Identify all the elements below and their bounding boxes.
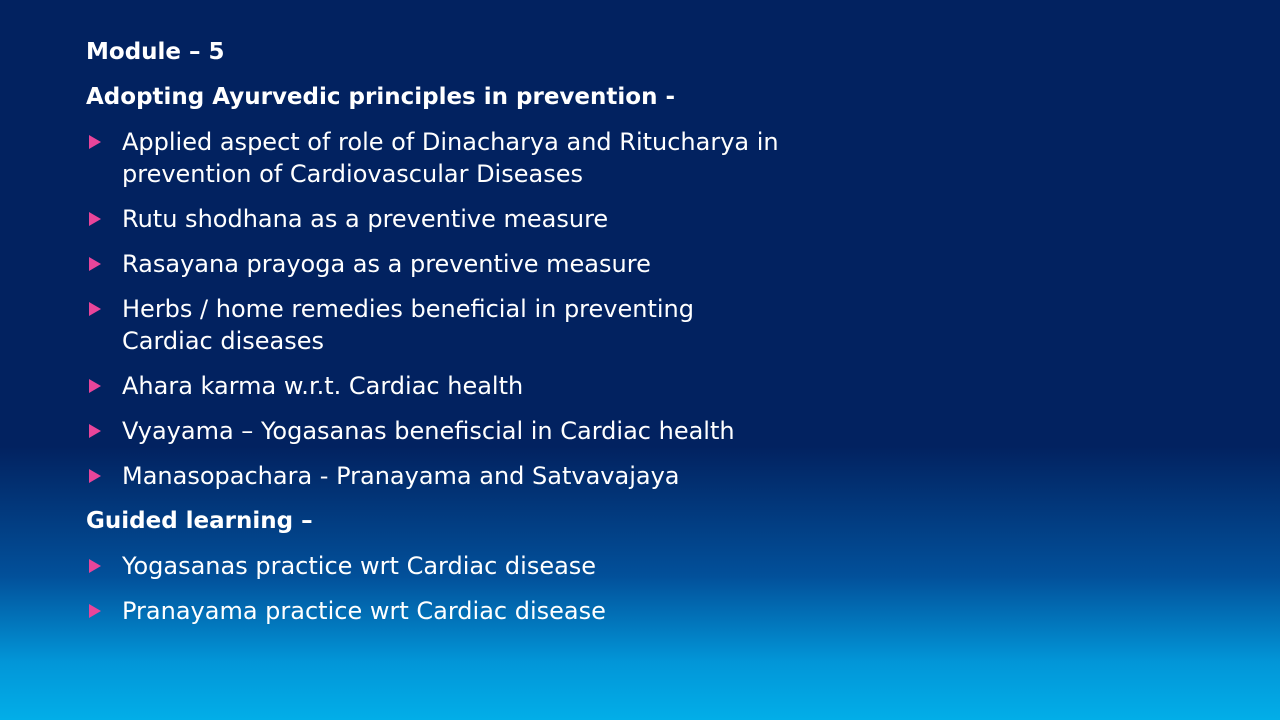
triangle-bullet-icon	[89, 135, 101, 149]
list-item	[86, 293, 786, 357]
module-title: Module – 5	[86, 39, 225, 65]
triangle-bullet-icon	[89, 559, 101, 573]
list-item	[86, 370, 786, 402]
list-item	[86, 550, 786, 582]
list-item-text: Applied aspect of role of Dinacharya and Ritucharya in prevention of Cardiovascular Diseases	[122, 128, 779, 188]
list-item	[86, 203, 786, 235]
slide-content	[86, 36, 786, 640]
triangle-bullet-icon	[89, 604, 101, 618]
list-item	[86, 595, 786, 627]
list-item	[86, 415, 786, 447]
list-item-text: Vyayama – Yogasanas benefiscial in Cardiac health	[122, 417, 735, 445]
triangle-bullet-icon	[89, 379, 101, 393]
list-item-text: Pranayama practice wrt Cardiac disease	[122, 597, 606, 625]
list-item-text: Manasopachara - Pranayama and Satvavajaya	[122, 462, 680, 490]
list-item	[86, 126, 786, 190]
list-item-text: Rutu shodhana as a preventive measure	[122, 205, 609, 233]
list-item	[86, 460, 786, 492]
triangle-bullet-icon	[89, 302, 101, 316]
section-heading-guided-learning: Guided learning –	[86, 508, 313, 534]
triangle-bullet-icon	[89, 424, 101, 438]
list-item-text: Rasayana prayoga as a preventive measure	[122, 250, 651, 278]
list-item-text: Yogasanas practice wrt Cardiac disease	[122, 552, 597, 580]
list-item-text: Herbs / home remedies beneficial in preventing Cardiac diseases	[122, 295, 694, 355]
list-item-text: Ahara karma w.r.t. Cardiac health	[122, 372, 524, 400]
list-item	[86, 248, 786, 280]
triangle-bullet-icon	[89, 469, 101, 483]
triangle-bullet-icon	[89, 257, 101, 271]
section-heading-prevention: Adopting Ayurvedic principles in prevention -	[86, 84, 675, 110]
triangle-bullet-icon	[89, 212, 101, 226]
